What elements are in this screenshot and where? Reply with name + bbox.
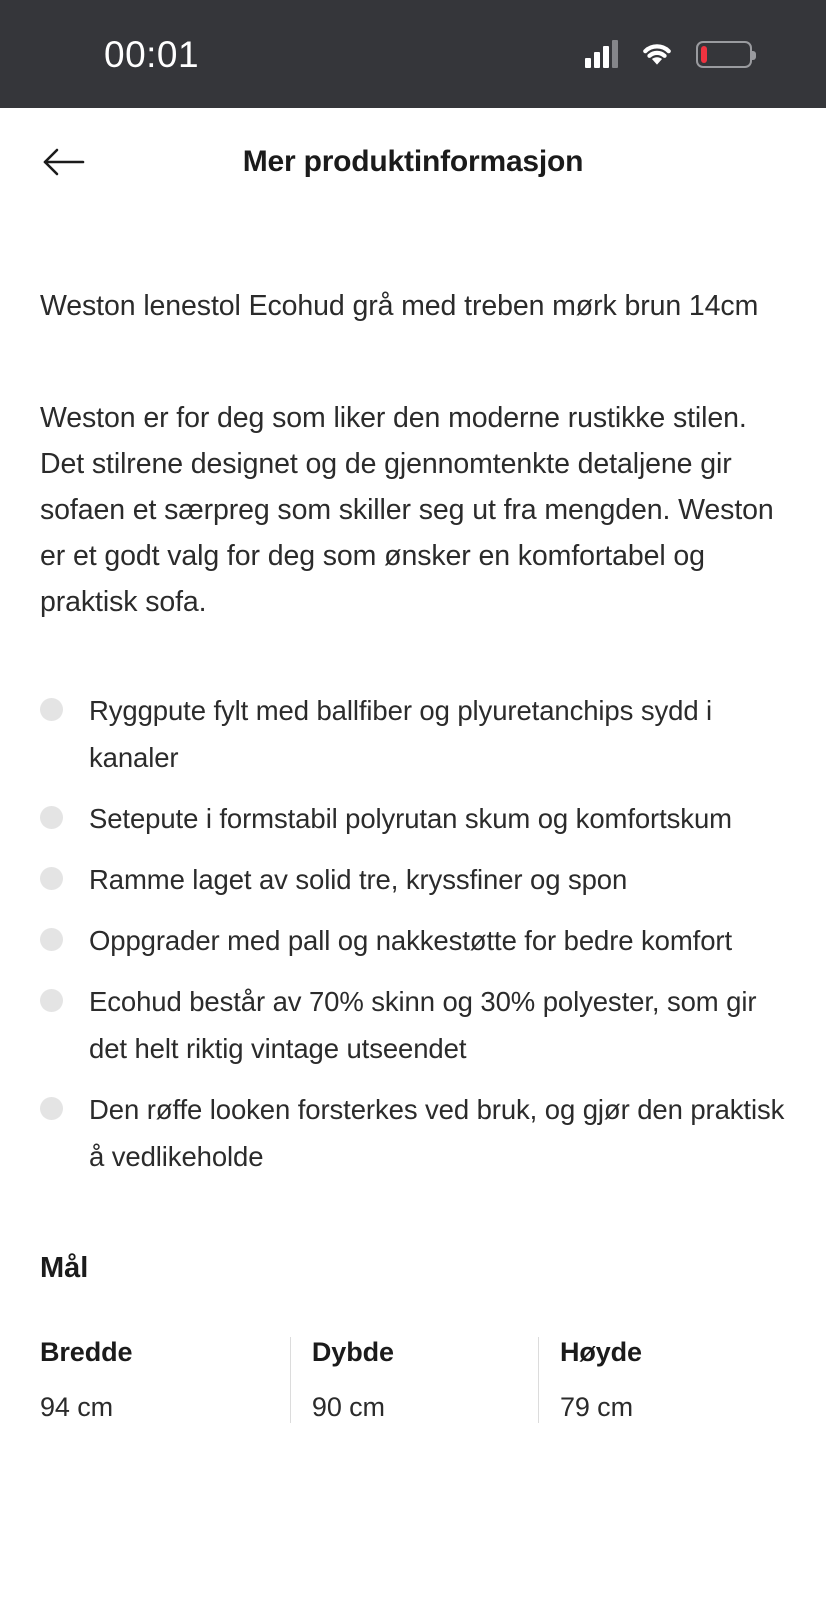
feature-text: Setepute i formstabil polyrutan skum og komfortskum <box>89 803 732 834</box>
bullet-icon <box>40 989 63 1012</box>
page-title: Mer produktinformasjon <box>242 145 584 178</box>
dimension-label: Bredde <box>40 1337 133 1367</box>
signal-bars-icon <box>585 40 618 68</box>
bullet-icon <box>40 928 63 951</box>
list-item <box>40 917 786 964</box>
product-info-content <box>0 282 826 1423</box>
list-item <box>40 978 786 1072</box>
list-item <box>40 795 786 842</box>
dimensions-heading: Mål <box>40 1252 89 1284</box>
dimension-column-depth <box>290 1337 538 1423</box>
battery-low-icon <box>696 41 752 68</box>
product-description: Weston er for deg som liker den moderne rustikke stilen. Det stilrene designet og de gjennomtenkte detaljene gir sofaen et særpreg som skiller seg ut fra mengden. Weston er et godt valg for deg som ønsker en komfortabel og praktisk sofa. <box>40 402 774 618</box>
dimension-value: 94 cm <box>40 1392 114 1422</box>
product-name: Weston lenestol Ecohud grå med treben mørk brun 14cm <box>40 290 759 322</box>
battery-fill <box>701 46 707 63</box>
feature-text: Oppgrader med pall og nakkestøtte for bedre komfort <box>89 925 733 956</box>
bullet-icon <box>40 1097 63 1120</box>
bullet-icon <box>40 806 63 829</box>
feature-text: Ryggpute fylt med ballfiber og plyuretanchips sydd i kanaler <box>89 695 713 773</box>
feature-text: Ramme laget av solid tre, kryssfiner og spon <box>89 864 628 895</box>
list-item <box>40 687 786 781</box>
feature-text: Ecohud består av 70% skinn og 30% polyester, som gir det helt riktig vintage utseendet <box>89 986 757 1064</box>
app-header <box>0 108 826 216</box>
dimension-column-height <box>538 1337 786 1423</box>
status-bar <box>0 0 826 108</box>
wifi-icon <box>640 40 674 68</box>
dimensions-table <box>40 1337 786 1423</box>
bullet-icon <box>40 698 63 721</box>
bullet-icon <box>40 867 63 890</box>
list-item <box>40 1086 786 1180</box>
dimension-label: Høyde <box>559 1337 642 1367</box>
dimension-label: Dybde <box>311 1337 394 1367</box>
back-button[interactable] <box>22 120 106 204</box>
dimension-column-width <box>40 1337 290 1423</box>
dimension-value: 90 cm <box>311 1392 385 1422</box>
dimension-value: 79 cm <box>559 1392 633 1422</box>
status-icons <box>585 40 752 68</box>
feature-list <box>40 687 786 1180</box>
arrow-left-icon <box>42 145 86 179</box>
list-item <box>40 856 786 903</box>
feature-text: Den røffe looken forsterkes ved bruk, og gjør den praktisk å vedlikeholde <box>89 1094 785 1172</box>
status-time: 00:01 <box>104 33 200 75</box>
